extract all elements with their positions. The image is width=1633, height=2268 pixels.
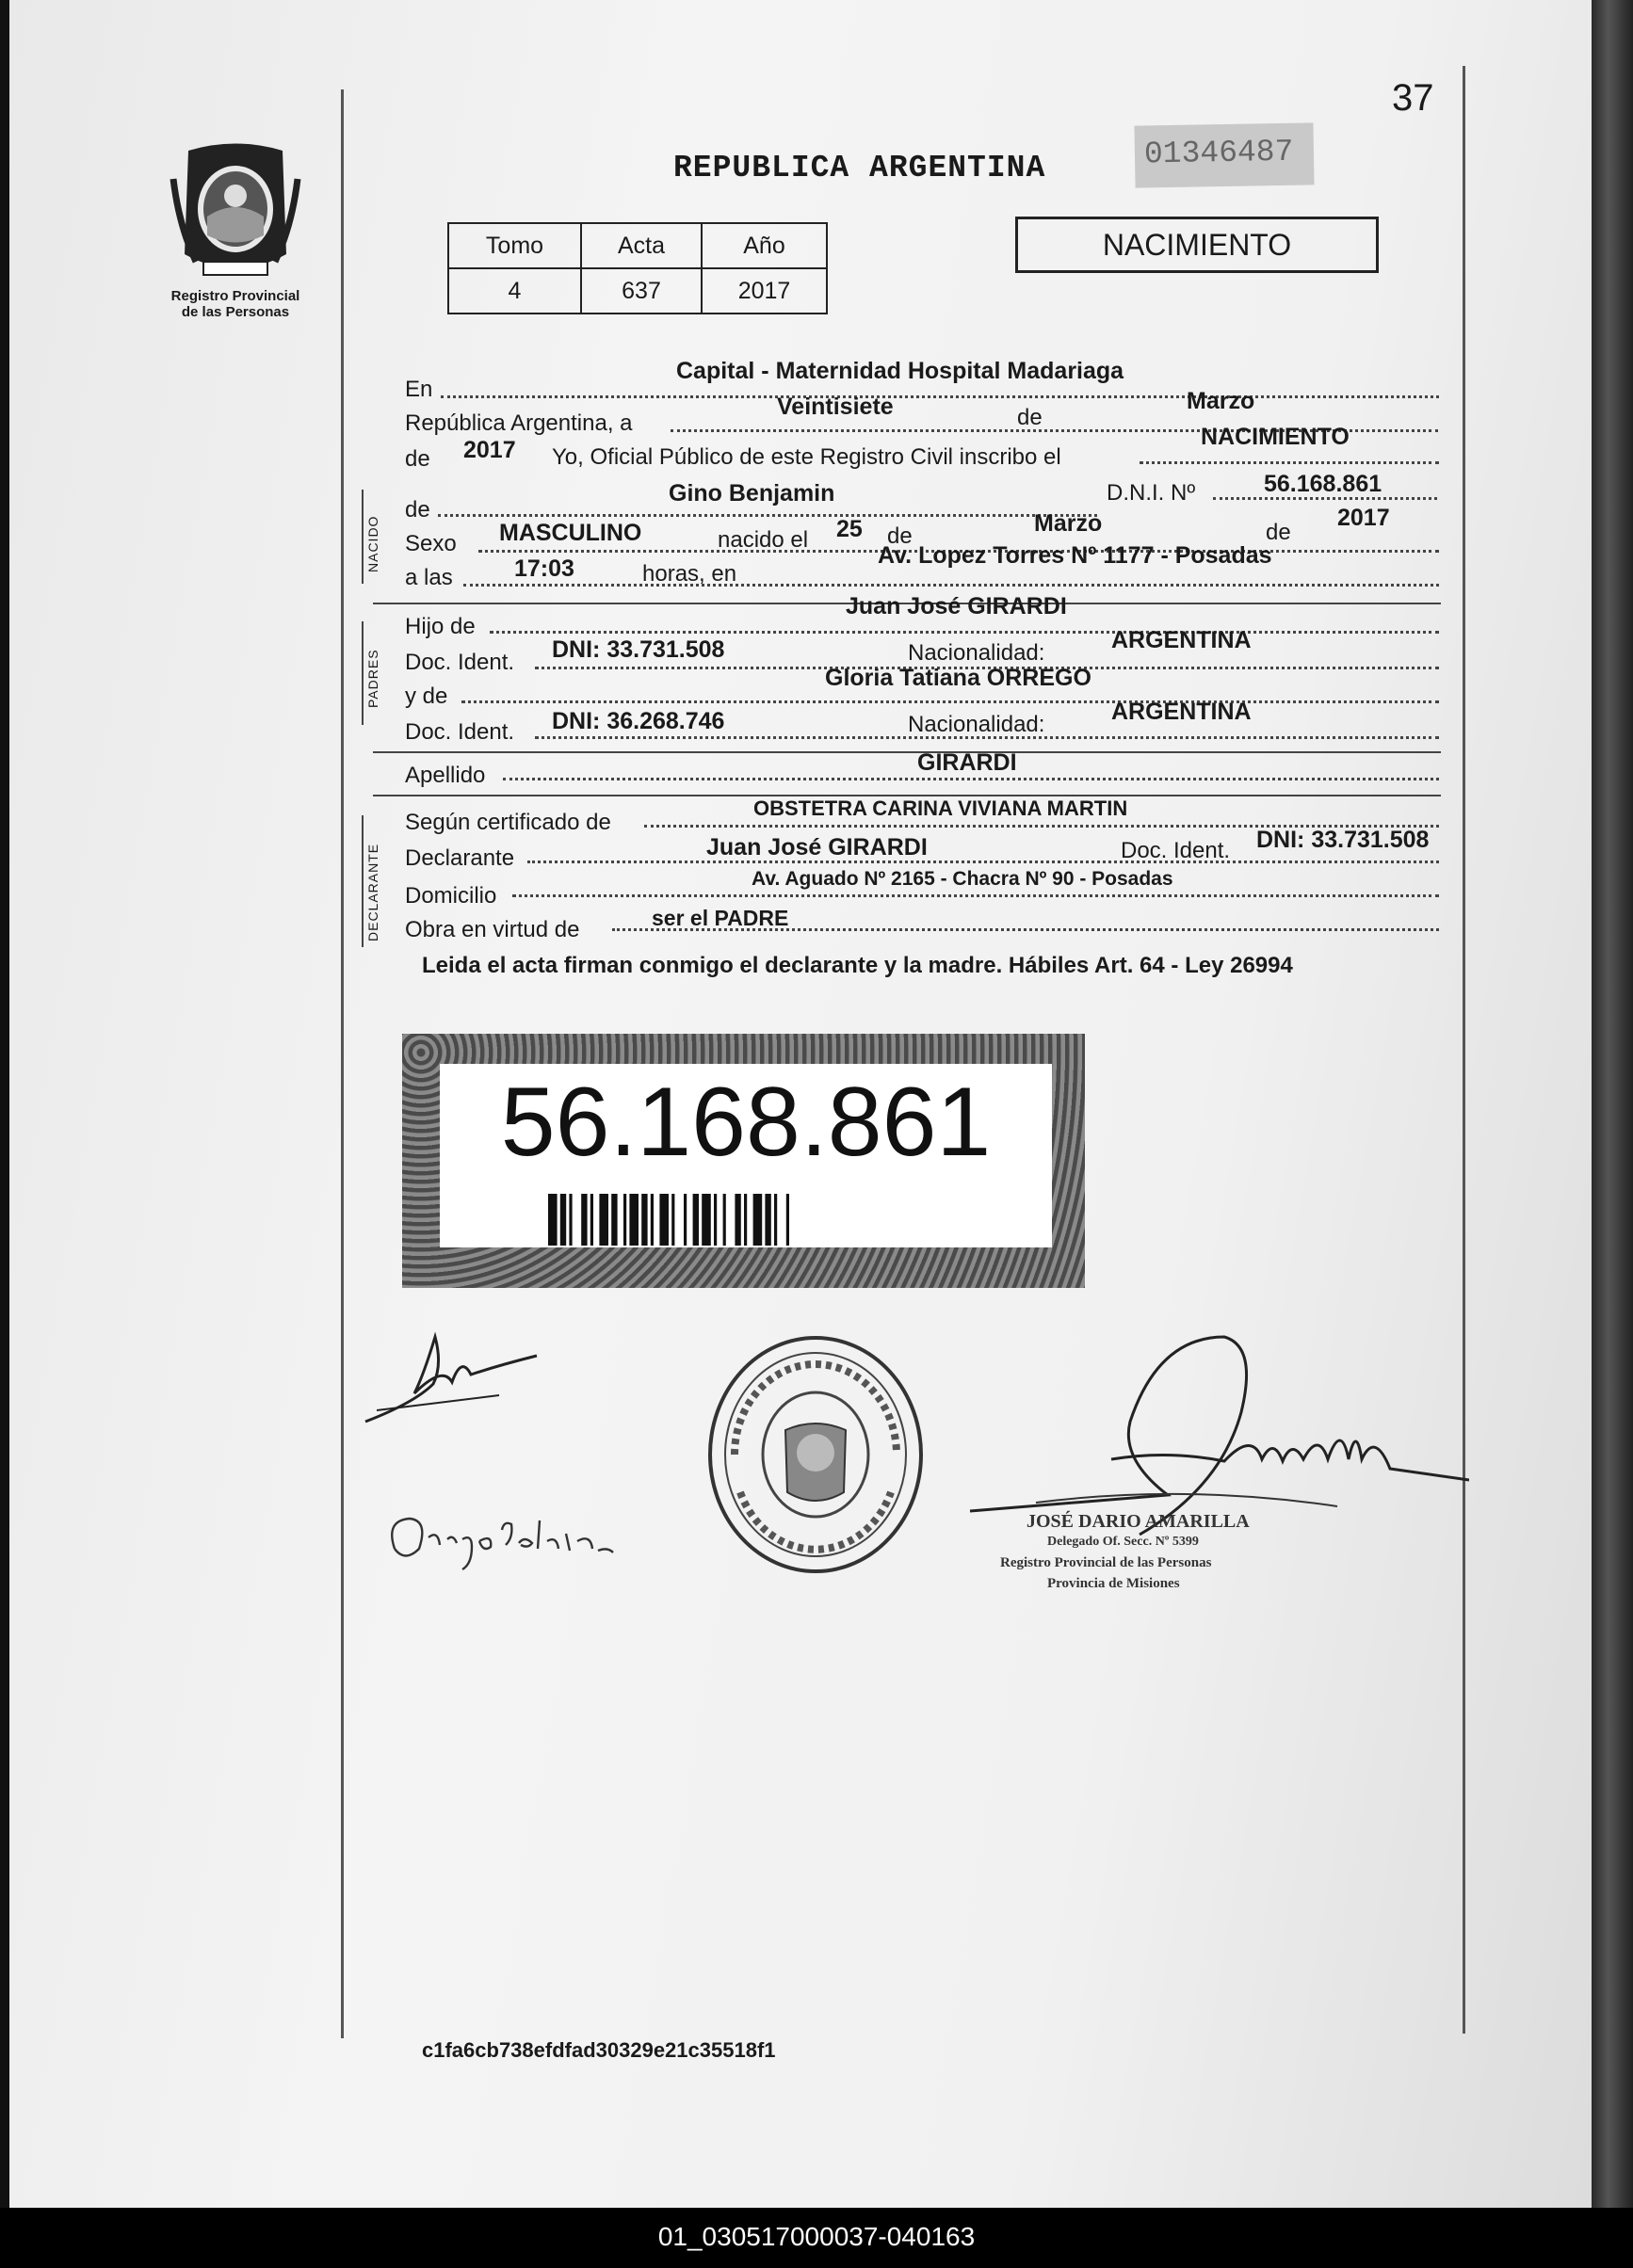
dotted-line	[503, 778, 1439, 780]
side-label-nacido: NACIDO	[365, 515, 380, 572]
value-year: 2017	[463, 437, 516, 463]
dotted-line	[490, 631, 1439, 634]
meta-header-ano: Año	[702, 223, 827, 268]
value-month: Marzo	[1187, 388, 1255, 414]
value-obra: ser el PADRE	[652, 906, 789, 930]
page-edge-shadow	[1592, 0, 1633, 2208]
section-rule	[373, 751, 1441, 753]
meta-value-ano: 2017	[702, 268, 827, 314]
label-apellido: Apellido	[405, 763, 486, 788]
label-doc3: Doc. Ident.	[1121, 838, 1231, 863]
label-horas: horas, en	[642, 561, 737, 587]
label-republica: República Argentina, a	[405, 410, 633, 436]
value-mother-name: Gloria Tatiana ORREGO	[825, 665, 1091, 691]
value-sexo: MASCULINO	[499, 520, 642, 546]
dotted-line	[612, 928, 1439, 931]
value-apellido: GIRARDI	[917, 749, 1017, 776]
label-de2: de	[405, 446, 430, 472]
legal-note: Leida el acta firman conmigo el declarante y la madre. Hábiles Art. 64 - Ley 26994	[422, 953, 1293, 978]
label-nac2: Nacionalidad:	[908, 712, 1045, 737]
value-mother-doc: DNI: 36.268.746	[552, 708, 725, 734]
label-de3: de	[405, 497, 430, 523]
side-rule-declarante	[362, 815, 364, 947]
dni-number: 56.168.861	[500, 1068, 992, 1177]
value-birth-time: 17:03	[514, 555, 574, 582]
document-hash: c1fa6cb738efdfad30329e21c35518f1	[422, 2038, 776, 2062]
dotted-line	[438, 514, 1097, 517]
label-domicilio: Domicilio	[405, 883, 497, 909]
value-father-nat: ARGENTINA	[1111, 627, 1252, 653]
label-nac1: Nacionalidad:	[908, 640, 1045, 666]
official-seal-icon	[703, 1332, 929, 1577]
country-title: REPUBLICA ARGENTINA	[673, 151, 1046, 185]
meta-value-acta: 637	[581, 268, 702, 314]
label-oficial: Yo, Oficial Público de este Registro Civil inscribo el	[552, 444, 1061, 470]
side-label-padres: PADRES	[365, 649, 380, 708]
label-de5: de	[1266, 520, 1291, 545]
label-de4: de	[887, 523, 913, 549]
barcode-icon	[548, 1194, 944, 1246]
label-en: En	[405, 377, 433, 402]
serial-number: 01346487	[1134, 122, 1314, 187]
value-father-doc: DNI: 33.731.508	[552, 636, 725, 663]
dni-label-card	[402, 1034, 1085, 1288]
dotted-line	[535, 736, 1439, 739]
value-mother-nat: ARGENTINA	[1111, 699, 1252, 725]
dotted-line	[461, 700, 1439, 703]
label-obra: Obra en virtud de	[405, 917, 580, 942]
meta-header-tomo: Tomo	[448, 223, 581, 268]
side-label-declarante: DECLARANTE	[365, 843, 380, 941]
label-declarante: Declarante	[405, 845, 515, 871]
value-birth-place: Av. Lopez Torres Nº 1177 - Posadas	[878, 542, 1272, 569]
dotted-line	[512, 894, 1439, 897]
value-declarante: Juan José GIRARDI	[706, 834, 928, 861]
page-number: 37	[1392, 77, 1434, 119]
label-dni: D.N.I. Nº	[1107, 480, 1196, 506]
value-en: Capital - Maternidad Hospital Madariaga	[676, 358, 1124, 384]
dotted-line	[527, 861, 1439, 863]
frame-right-line	[1463, 66, 1465, 2034]
dotted-line	[1140, 461, 1439, 464]
value-dni: 56.168.861	[1264, 471, 1382, 497]
label-yde: y de	[405, 684, 448, 709]
label-nacido: nacido el	[718, 527, 809, 553]
side-rule-padres	[362, 621, 364, 725]
value-birth-month: Marzo	[1034, 510, 1103, 537]
dotted-line	[441, 395, 1439, 398]
meta-header-acta: Acta	[581, 223, 702, 268]
value-domicilio: Av. Aguado Nº 2165 - Chacra Nº 90 - Posadas	[752, 868, 1173, 890]
logo-caption: Registro Provincial de las Personas	[170, 288, 300, 320]
value-day: Veintisiete	[777, 394, 894, 420]
value-inscribo: NACIMIENTO	[1201, 424, 1350, 450]
document-type: NACIMIENTO	[1015, 217, 1379, 273]
label-alas: a las	[405, 565, 453, 590]
value-birth-day: 25	[836, 516, 863, 542]
label-doc2: Doc. Ident.	[405, 719, 515, 745]
dotted-line	[463, 584, 1439, 587]
label-de: de	[1017, 405, 1043, 430]
label-segun: Según certificado de	[405, 810, 611, 835]
scan-file-code: 01_030517000037-040163	[657, 2222, 976, 2251]
registrar-stamp: JOSÉ DARIO AMARILLA Delegado Of. Secc. Nº 5399 Registro Provincial de las Personas Provincia de Misiones	[1000, 1511, 1250, 1591]
official-initials-signature-icon	[358, 1299, 546, 1431]
meta-table	[447, 222, 828, 314]
label-hijo: Hijo de	[405, 614, 476, 639]
label-doc1: Doc. Ident.	[405, 650, 515, 675]
registry-logo	[160, 141, 311, 320]
dni-label-inner	[440, 1064, 1052, 1247]
provincia-de-misiones-emblem-icon	[170, 141, 301, 282]
meta-value-tomo: 4	[448, 268, 581, 314]
value-name: Gino Benjamin	[669, 480, 835, 507]
value-birth-year: 2017	[1337, 505, 1390, 531]
side-rule-nacido	[362, 490, 364, 584]
value-father-name: Juan José GIRARDI	[846, 593, 1067, 619]
frame-left-line	[341, 89, 344, 2038]
value-declarante-doc: DNI: 33.731.508	[1256, 827, 1430, 853]
mother-handwritten-signature-icon	[381, 1492, 626, 1596]
value-segun: OBSTETRA CARINA VIVIANA MARTIN	[753, 796, 1128, 820]
label-sexo: Sexo	[405, 531, 457, 556]
